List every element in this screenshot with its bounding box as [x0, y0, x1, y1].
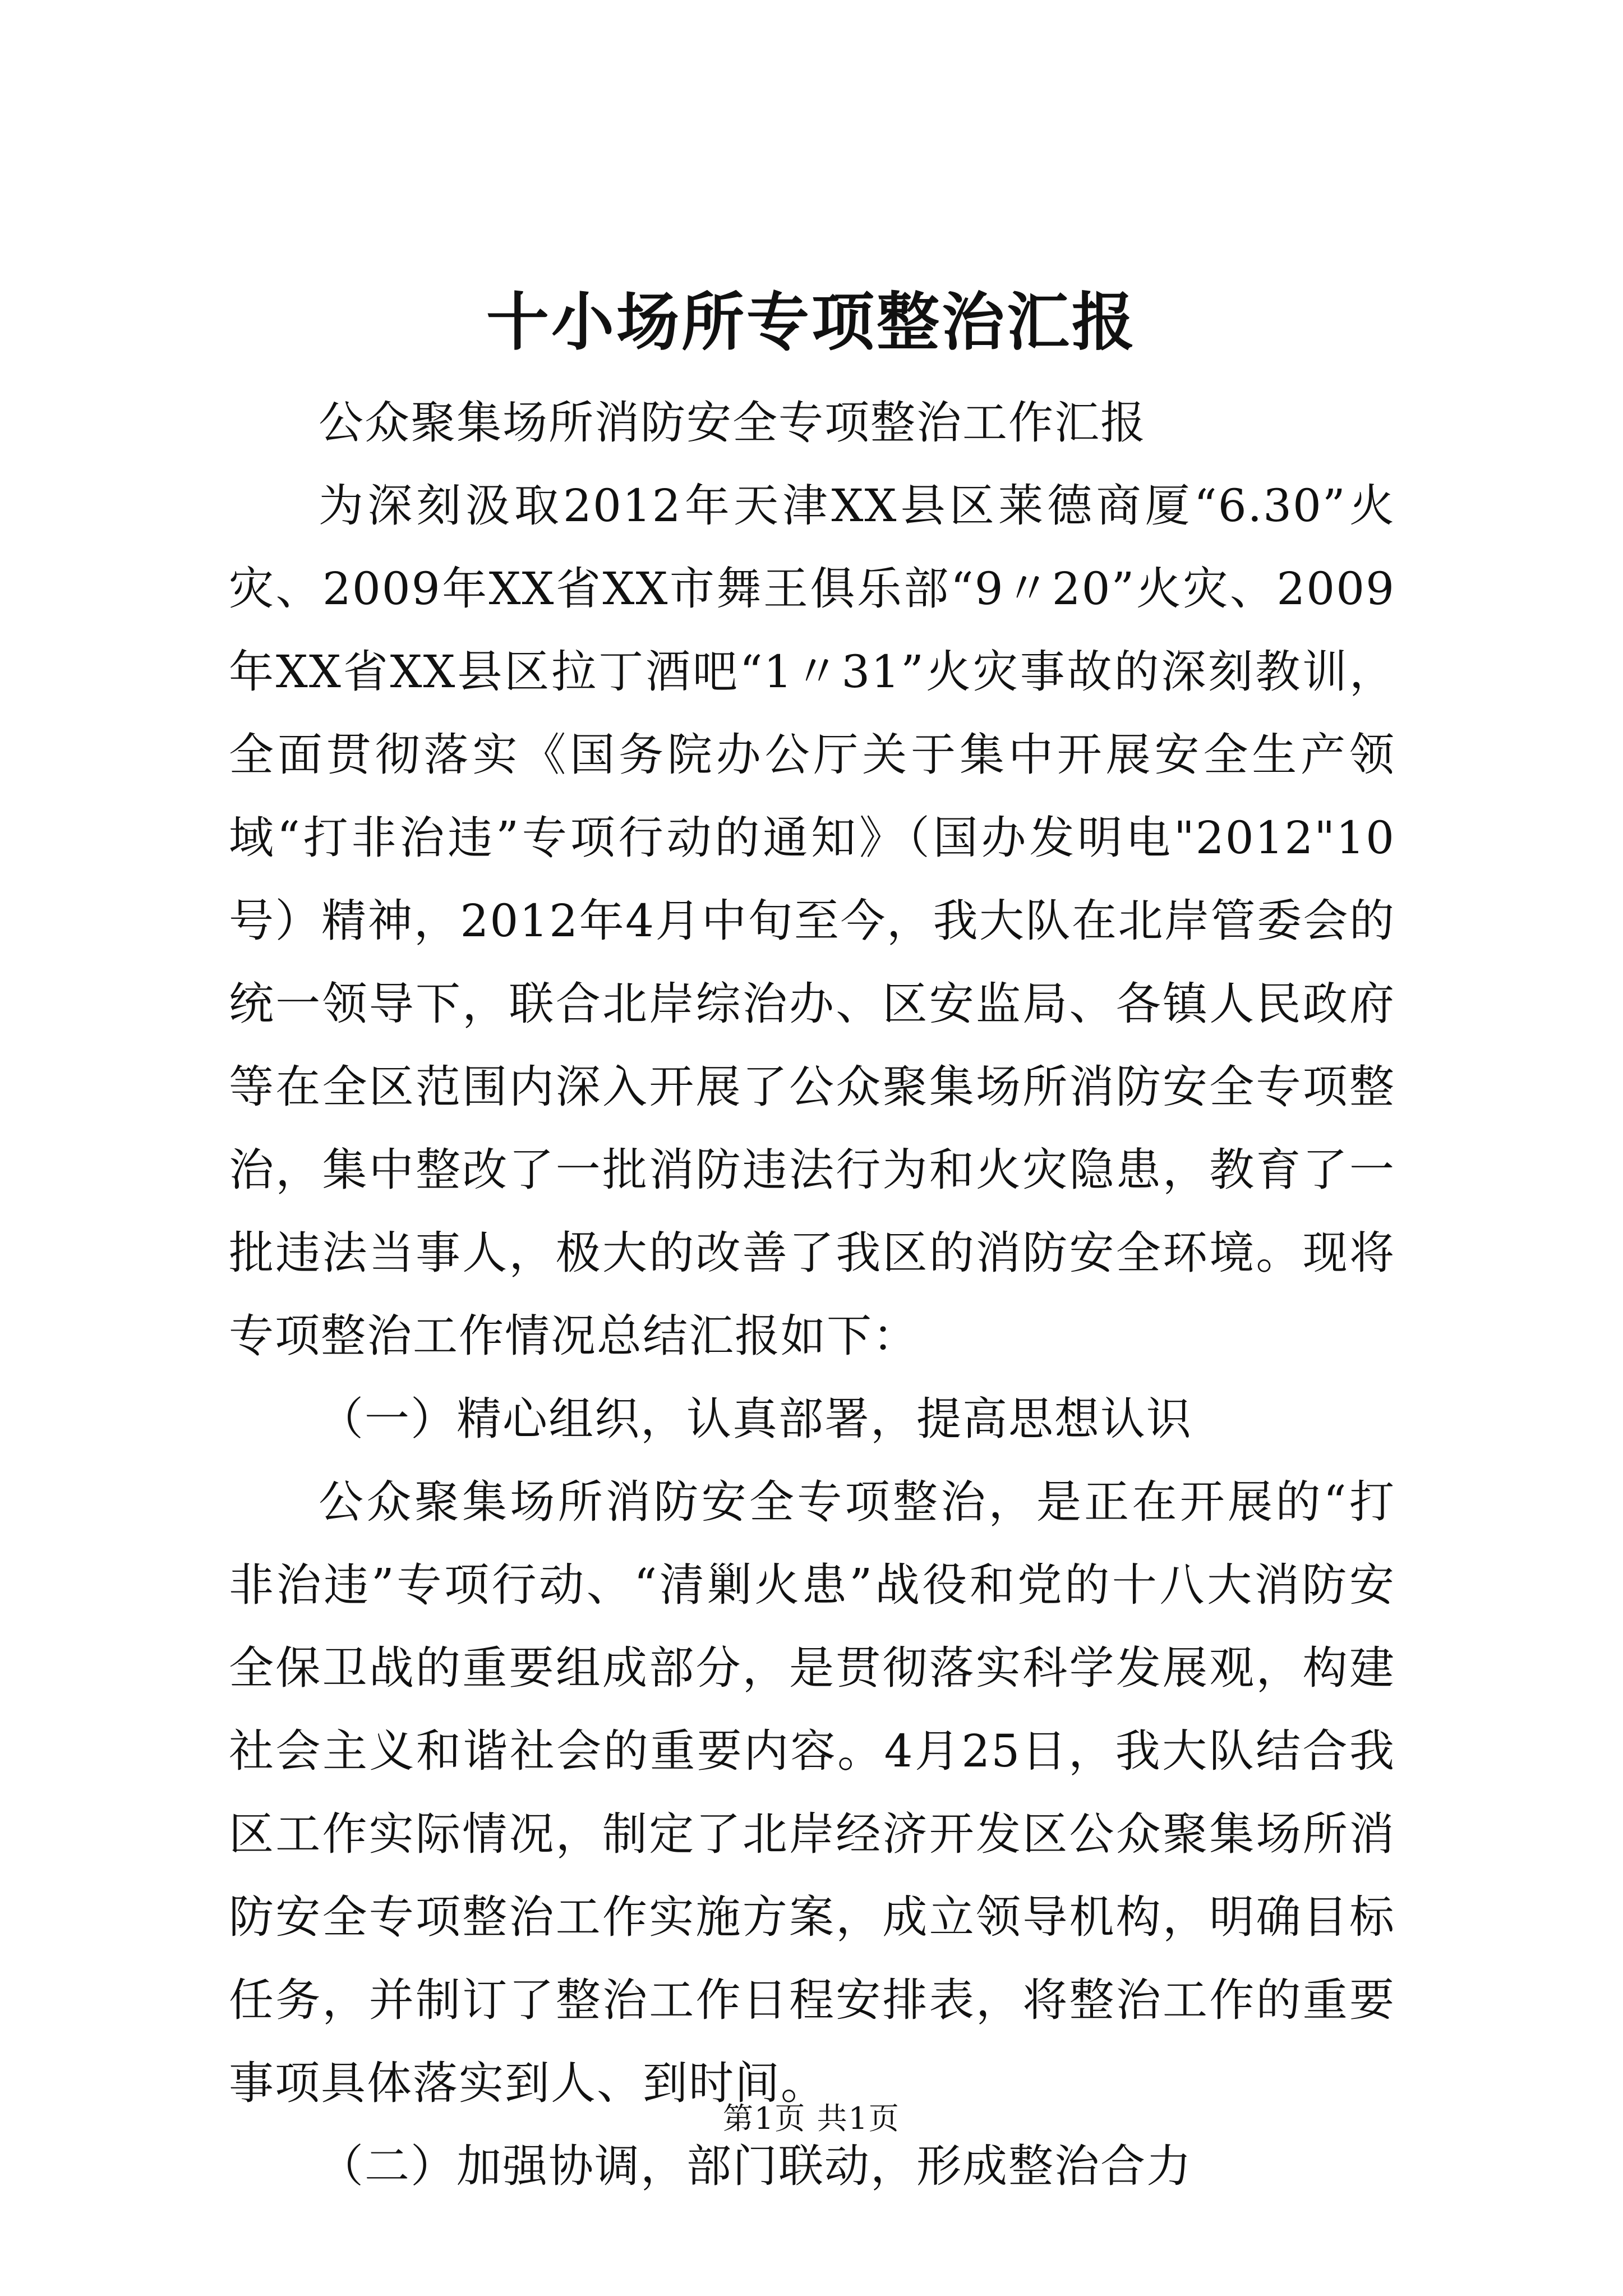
document-subtitle: 公众聚集场所消防安全专项整治工作汇报 — [319, 397, 1146, 449]
document-body — [229, 381, 1395, 2208]
section-heading-2: （二）加强协调，部门联动，形成整治合力 — [319, 2140, 1192, 2192]
document-title: 十小场所专项整治汇报 — [486, 286, 1137, 359]
section-heading-1: （一）精心组织，认真部署，提高思想认识 — [319, 1393, 1192, 1445]
page-footer: 第1页 共1页 — [723, 2101, 900, 2136]
paragraph-intro: 为深刻汲取2012年天津XX县区莱德商厦“6.30”火灾、2009年XX省XX市舞王俱乐部“9〃20”火灾、2009年XX省XX县区拉丁酒吧“1〃31”火灾事故的深刻教训，全面贯彻落实《国务院办公厅关于集中开展安全生产领域“打非治违”专项行动的通知》（国办发明电"2012"10号）精神，2012年4月中旬至今，我大队在北岸管委会的统一领导下，联合北岸综治办、区安监局、各镇人民政府等在全区范围内深入开展了公众聚集场所消防安全专项整治，集中整改了一批消防违法行为和火灾隐患，教育了一批违法当事人，极大的改善了我区的消防安全环境。现将专项整治工作情况总结汇报如下： — [229, 480, 1395, 1362]
paragraph-section-1: 公众聚集场所消防安全专项整治，是正在开展的“打非治违”专项行动、“清剿火患”战役和党的十八大消防安全保卫战的重要组成部分，是贯彻落实科学发展观，构建社会主义和谐社会的重要内容。4月25日，我大队结合我区工作实际情况，制定了北岸经济开发区公众聚集场所消防安全专项整治工作实施方案，成立领导机构，明确目标任务，并制订了整治工作日程安排表，将整治工作的重要事项具体落实到人、到时间。 — [229, 1476, 1395, 2109]
